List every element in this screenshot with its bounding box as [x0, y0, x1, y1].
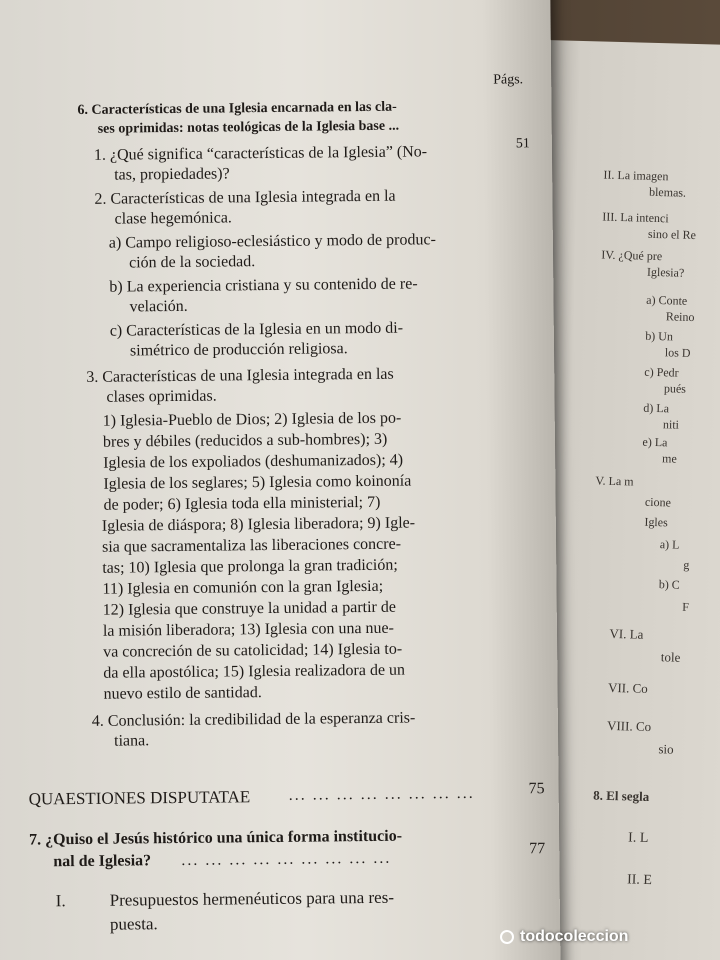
toc-entry: VIII. Co [606, 717, 652, 735]
section-6-title: ses oprimidas: notas teológicas de la Iglesia base ... [97, 118, 400, 137]
list-line: 1) Iglesia-Pueblo de Dios; 2) Iglesia de los po- [102, 409, 402, 430]
toc-entry: Reino [665, 309, 695, 325]
pags-header: Págs. [493, 72, 524, 88]
list-line: tas; 10) Iglesia que prolonga la gran tradición; [102, 556, 398, 577]
toc-entry: III. La intenci [602, 209, 669, 226]
toc-entry: II. La imagen [603, 167, 669, 184]
toc-entry: b) Un [645, 328, 674, 344]
section-7-title: nal de Iglesia? [53, 852, 152, 871]
watermark [500, 928, 628, 946]
toc-subitem: ción de la sociedad. [128, 253, 256, 272]
page-number: 51 [515, 136, 530, 152]
toc-entry: sio [658, 741, 674, 757]
toc-entry: VI. La [609, 625, 644, 642]
list-line: 12) Iglesia que construye la unidad a partir de [102, 598, 397, 619]
toc-item: 4. Conclusión: la credibilidad de la esperanza cris- [91, 709, 416, 730]
toc-subitem: velación. [129, 297, 188, 316]
list-line: va concreción de su catolicidad; 14) Iglesia to- [103, 640, 403, 661]
toc-subitem: a) Campo religioso-eclesiástico y modo de produc- [108, 231, 436, 252]
toc-entry: F [682, 599, 690, 614]
page-number: 77 [529, 840, 546, 858]
list-line: de poder; 6) Iglesia toda ella ministerial; 7) [103, 493, 381, 514]
toc-entry: I. L [627, 830, 649, 846]
toc-entry: d) La [643, 400, 670, 416]
toc-entry: me [661, 451, 677, 466]
list-line: Iglesia de diáspora; 8) Iglesia liberadora; 9) Igle- [101, 514, 416, 535]
toc-entry: g [683, 557, 690, 572]
list-line: Iglesia de los seglares; 5) Iglesia como koinonía [103, 472, 412, 493]
list-line: nuevo estilo de santidad. [103, 684, 262, 703]
toc-item: 2. Características de una Iglesia integrada en la [94, 187, 396, 208]
toc-entry: Igles [644, 514, 668, 530]
list-line: la misión liberadora; 13) Iglesia con una nue- [102, 619, 395, 640]
toc-subitem: c) Características de la Iglesia en un modo di- [109, 319, 404, 340]
toc-entry: Iglesia? [646, 264, 685, 280]
toc-entry: los D [664, 345, 691, 360]
toc-entry: V. La m [595, 473, 634, 489]
toc-item: tiana. [113, 732, 150, 750]
leader-dots: ... ... ... ... ... ... ... ... ... [181, 849, 392, 869]
toc-item: tas, propiedades)? [114, 165, 230, 184]
toc-subitem: b) La experiencia cristiana y su contenido de re- [109, 275, 418, 296]
toc-entry: cione [644, 494, 672, 510]
section-7-title: 7. ¿Quiso el Jesús histórico una única forma institucio- [29, 827, 403, 849]
watermark-text: todocoleccion [520, 928, 629, 945]
toc-item: 1. ¿Qué significa “características de la Iglesia” (No- [93, 143, 428, 164]
toc-entry: II. E [626, 872, 653, 889]
toc-entry: c) Pedr [644, 364, 679, 380]
list-line: sia que sacramentaliza las liberaciones concre- [101, 535, 402, 556]
toc-item: 3. Características de una Iglesia integrada en las [86, 365, 394, 386]
toc-subitem: simétrico de producción religiosa. [129, 340, 348, 360]
toc-entry: a) L [659, 537, 680, 552]
toc-entry: e) La [642, 434, 668, 450]
toc-entry: b) C [658, 577, 680, 592]
toc-item: clases oprimidas. [106, 387, 217, 406]
list-line: da ella apostólica; 15) Iglesia realizadora de un [103, 661, 406, 682]
section-6-title: 6. Características de una Iglesia encarnada en las cla- [77, 99, 397, 118]
subsection-title: puesta. [109, 914, 158, 934]
toc-entry: a) Conte [646, 292, 688, 308]
page-number: 75 [528, 780, 545, 798]
toc-entry: IV. ¿Qué pre [601, 247, 663, 264]
list-line: bres y débiles (reducidos a sub-hombres); 3) [102, 430, 388, 451]
watermark-logo-icon [500, 930, 514, 944]
toc-entry: sino el Re [647, 226, 697, 243]
section-heading: QUAESTIONES DISPUTATAE [28, 787, 251, 809]
subsection-title: Presupuestos hermenéuticos para una res- [109, 887, 395, 910]
leader-dots: ... ... ... ... ... ... ... ... [288, 784, 475, 804]
toc-entry: pués [663, 381, 687, 396]
toc-entry: blemas. [648, 184, 687, 200]
toc-entry: VII. Co [607, 679, 648, 696]
list-line: 11) Iglesia en comunión con la gran Iglesia; [102, 577, 384, 598]
subsection-number: I. [55, 891, 66, 911]
toc-section: 8. El segla [593, 787, 650, 804]
toc-entry: tole [660, 649, 681, 665]
toc-entry: niti [662, 417, 680, 432]
toc-item: clase hegemónica. [114, 209, 232, 228]
list-line: Iglesia de los expoliados (deshumanizados); 4) [103, 451, 404, 472]
